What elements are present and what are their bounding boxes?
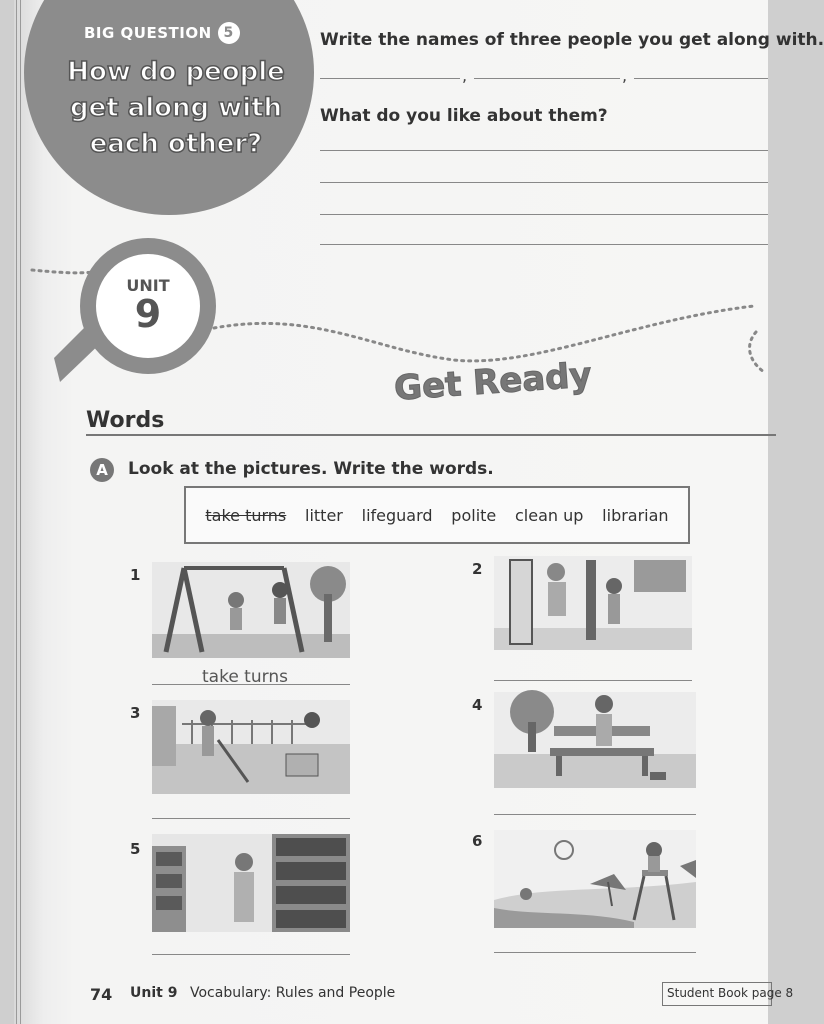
unit-number: 9: [134, 292, 162, 336]
question-like: What do you like about them?: [320, 106, 608, 126]
answer-line[interactable]: [320, 214, 768, 215]
student-book-reference: Student Book page 8: [662, 982, 772, 1006]
item-number: 3: [130, 704, 141, 722]
word-bank: [184, 486, 690, 544]
word-bank-item: librarian: [602, 505, 669, 525]
footer-title: Vocabulary: Rules and People: [190, 985, 396, 1001]
word-bank-item: polite: [451, 505, 497, 525]
word-bank-item: take turns: [205, 505, 287, 525]
workbook-page: [14, 0, 824, 1024]
item-number: 1: [130, 566, 141, 584]
activity-instruction: Look at the pictures. Write the words.: [128, 459, 494, 479]
activity-letter: A: [90, 458, 114, 482]
picture-beach-lifeguard: [494, 830, 696, 928]
answer-line[interactable]: [152, 818, 350, 819]
answer-line[interactable]: [494, 814, 696, 815]
answer-text: take turns: [202, 667, 288, 687]
word-bank-item: litter: [305, 505, 343, 525]
answer-line[interactable]: [634, 78, 768, 79]
picture-raking-leaves: [152, 700, 350, 794]
item-number: 5: [130, 840, 141, 858]
answer-line[interactable]: [152, 954, 350, 955]
comma: ,: [462, 66, 468, 85]
answer-line[interactable]: [320, 78, 460, 79]
item-number: 4: [472, 696, 483, 714]
unit-label: UNIT: [126, 276, 170, 295]
page-edge: [20, 0, 21, 1024]
picture-park-bench: [494, 692, 696, 788]
word-bank-item: lifeguard: [361, 505, 433, 525]
picture-library-shelves: [152, 834, 350, 932]
words-heading: Words: [86, 408, 165, 433]
word-bank-item: clean up: [515, 505, 584, 525]
page-edge: [16, 0, 17, 1024]
question-names: Write the names of three people you get along with.: [320, 30, 824, 50]
item-number: 6: [472, 832, 483, 850]
heading-rule: [86, 434, 776, 436]
answer-line[interactable]: [320, 244, 768, 245]
answer-line[interactable]: [494, 680, 692, 681]
big-question-label: [84, 22, 240, 44]
footer-unit: Unit 9: [130, 985, 178, 1001]
answer-line[interactable]: [320, 182, 768, 183]
big-question-title: How do people get along with each other?: [67, 57, 285, 159]
item-number: 2: [472, 560, 483, 578]
answer-line[interactable]: [320, 150, 768, 151]
answer-line[interactable]: [494, 952, 696, 953]
big-question-label-text: BIG QUESTION: [84, 24, 212, 42]
big-question-number: 5: [218, 22, 240, 44]
section-title: Get Ready: [392, 355, 593, 409]
comma: ,: [622, 66, 628, 85]
picture-holding-door: [494, 556, 692, 650]
answer-line[interactable]: [474, 78, 620, 79]
page-number: 74: [90, 985, 113, 1004]
picture-playground-swings: [152, 562, 350, 658]
